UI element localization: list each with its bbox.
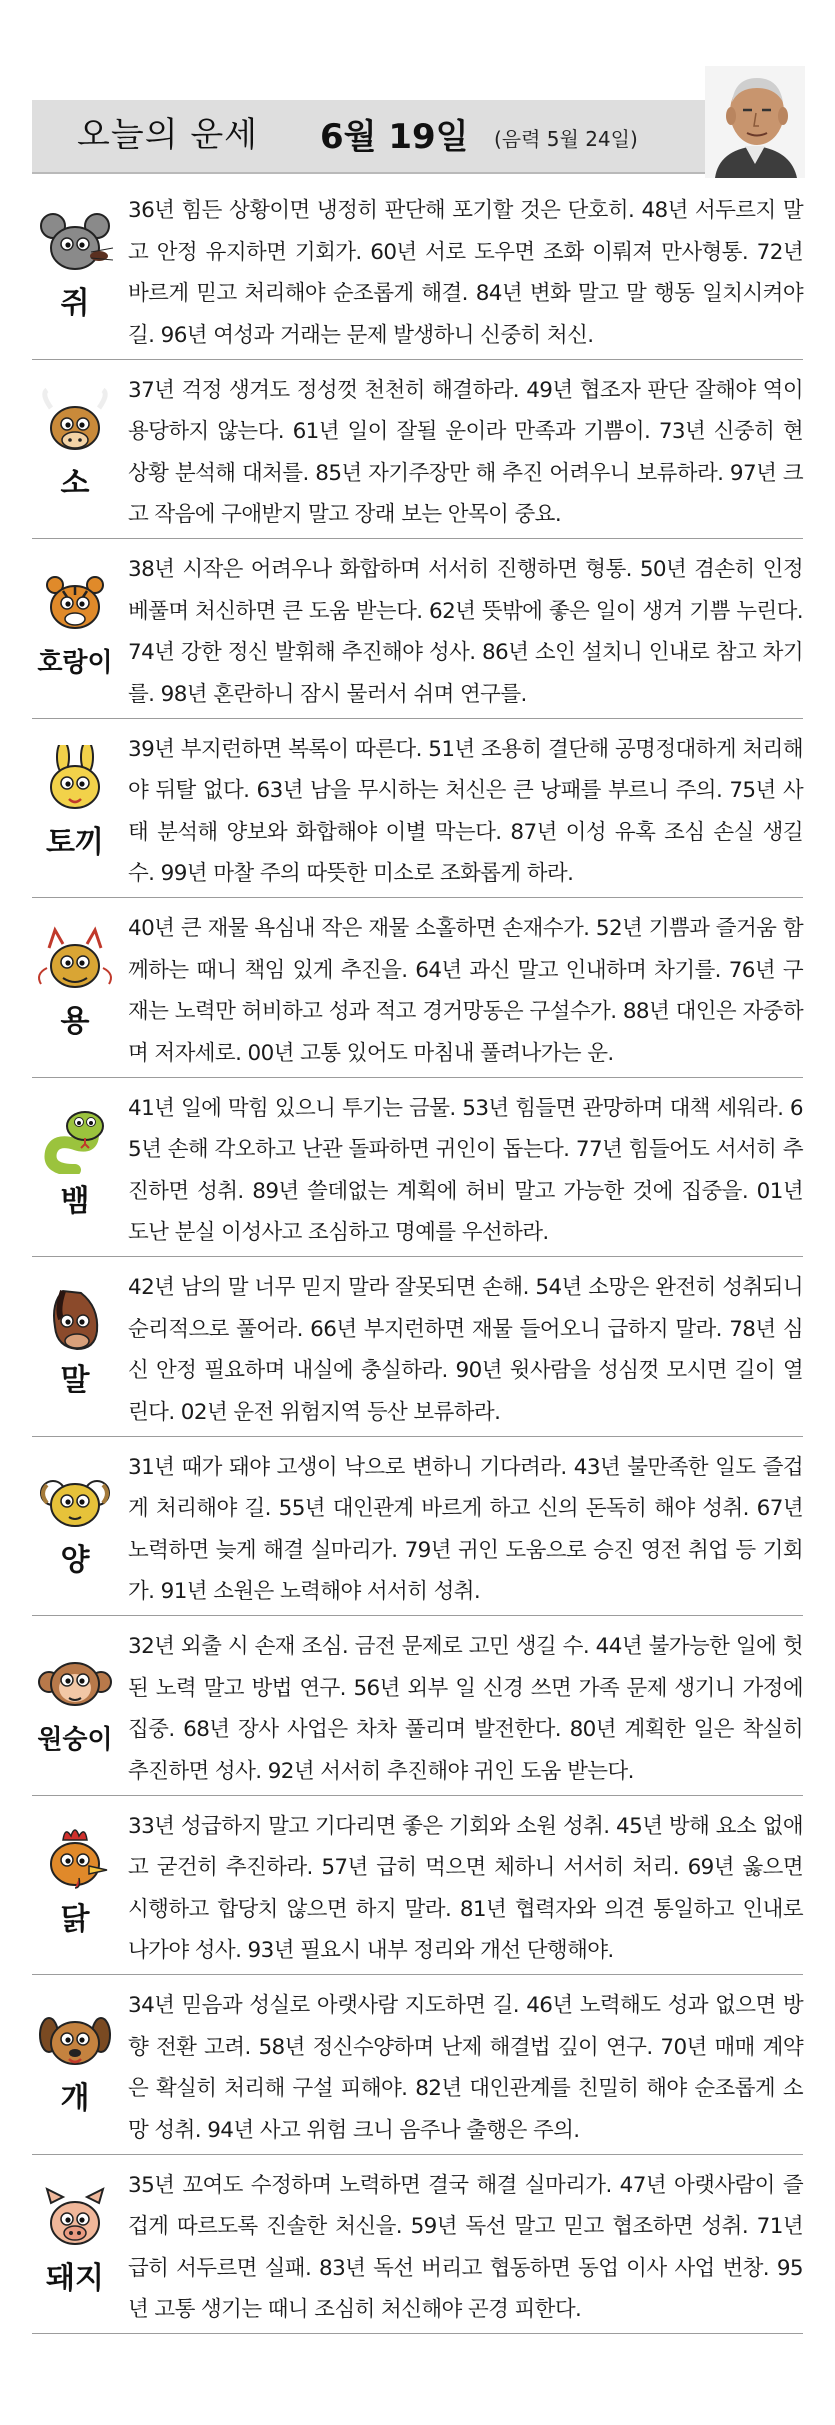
horse-icon <box>32 1283 118 1353</box>
zodiac-animal-name: 닭 <box>60 1901 90 1937</box>
zodiac-fortune-list <box>32 180 803 2334</box>
page-title: 오늘의 운세 <box>77 115 259 155</box>
sheep-icon <box>32 1463 118 1533</box>
fortune-text: 40년 큰 재물 욕심내 작은 재물 소홀하면 손재수가. 52년 기쁨과 즐거움 함께하는 때니 책임 있게 추진을. 64년 과신 말고 인내하며 차기를. 76년 구재는 노력만 허비하고 성과 적고 경거망동은 구설수가. 88년 대인은 자중하며 저자세로. 00년 고통 있어도 마침내 풀려나가는 운. <box>128 916 803 1066</box>
dog-icon <box>32 2001 118 2071</box>
zodiac-animal-name: 양 <box>60 1542 90 1578</box>
zodiac-row <box>32 1437 803 1617</box>
zodiac-row <box>32 360 803 540</box>
lunar-date: (음력 5월 24일) <box>494 127 638 151</box>
zodiac-animal-name: 개 <box>60 2081 90 2116</box>
fortune-text: 38년 시작은 어려우나 화합하며 서서히 진행하면 형통. 50년 겸손히 인정 베풀며 처신하면 큰 도움 받는다. 62년 뜻밖에 좋은 일이 생겨 기쁨 누린다. 74년 강한 정신 발휘해 추진해야 성사. 86년 소인 설치니 인내로 참고 차기를. 98년 혼란하니 잠시 물러서 쉬며 연구를. <box>128 557 803 707</box>
rooster-icon <box>32 1822 118 1892</box>
zodiac-row <box>32 1078 803 1258</box>
zodiac-row <box>32 539 803 719</box>
zodiac-row <box>32 1616 803 1796</box>
zodiac-animal-name: 소 <box>60 465 90 501</box>
fortune-text: 42년 남의 말 너무 믿지 말라 잘못되면 손해. 54년 소망은 완전히 성취되니 순리적으로 풀어라. 66년 부지런하면 재물 들어오니 급하지 말라. 78년 심신 안정 필요하며 내실에 충실하라. 90년 윗사람을 성심껏 모시면 길이 열린다. 02년 운전 위험지역 등산 보류하라. <box>128 1275 803 1425</box>
solar-date: 6월 19일 <box>320 117 469 157</box>
fortune-text: 37년 걱정 생겨도 정성껏 천천히 해결하라. 49년 협조자 판단 잘해야 역이용당하지 않는다. 61년 일이 잘될 운이라 만족과 기쁨이. 73년 신중히 현 상황 분석해 대처를. 85년 자기주장만 해 추진 어려우니 보류하라. 97년 크고 작음에 구애받지 말고 장래 보는 안목이 중요. <box>128 377 803 527</box>
zodiac-animal-name: 말 <box>60 1363 90 1398</box>
zodiac-animal-name: 용 <box>60 1004 90 1039</box>
rabbit-icon <box>32 745 118 815</box>
columnist-portrait <box>705 66 805 178</box>
fortune-text: 36년 힘든 상황이면 냉정히 판단해 포기할 것은 단호히. 48년 서두르지 말고 안정 유지하면 기회가. 60년 서로 도우면 조화 이뤄져 만사형통. 72년 바르게 믿고 처리해야 순조롭게 해결. 84년 변화 말고 말 행동 일치시켜야 길. 96년 여성과 거래는 문제 발생하니 신중히 처신. <box>128 198 803 348</box>
zodiac-animal-name: 뱀 <box>60 1183 90 1219</box>
zodiac-row <box>32 1975 803 2155</box>
zodiac-animal-name: 원숭이 <box>37 1725 113 1755</box>
fortune-text: 33년 성급하지 말고 기다리면 좋은 기회와 소원 성취. 45년 방해 요소 없애고 굳건히 추진하라. 57년 급히 먹으면 체하니 서서히 처리. 69년 옳으면 시행하고 합당치 않으면 하지 말라. 81년 협력자와 의견 통일하고 인내로 나가야 성사. 93년 필요시 내부 정리와 개선 단행해야. <box>128 1813 803 1963</box>
snake-icon <box>32 1104 118 1174</box>
fortune-header <box>32 100 803 174</box>
pig-icon <box>32 2181 118 2251</box>
dragon-icon <box>32 924 118 994</box>
zodiac-animal-name: 토끼 <box>46 824 104 860</box>
fortune-text: 34년 믿음과 성실로 아랫사람 지도하면 길. 46년 노력해도 성과 없으면 방향 전환 고려. 58년 정신수양하며 난제 해결법 깊이 연구. 70년 매매 계약은 확실히 처리해 구설 피해야. 82년 대인관계를 친밀히 해야 순조롭게 소망 성취. 94년 사고 위험 크니 음주나 출행은 주의. <box>128 1993 803 2143</box>
fortune-text: 31년 때가 돼야 고생이 낙으로 변하니 기다려라. 43년 불만족한 일도 즐겁게 처리해야 길. 55년 대인관계 바르게 하고 신의 돈독히 해야 성취. 67년 노력하면 늦게 해결 실마리가. 79년 귀인 도움으로 승진 영전 취업 등 기회가. 91년 소원은 노력해야 서서히 성취. <box>128 1454 803 1604</box>
fortune-text: 39년 부지런하면 복록이 따른다. 51년 조용히 결단해 공명정대하게 처리해야 뒤탈 없다. 63년 남을 무시하는 처신은 큰 낭패를 부르니 주의. 75년 사태 분석해 양보와 화합해야 이별 막는다. 87년 이성 유혹 조심 손실 생길 수. 99년 마찰 주의 따뜻한 미소로 조화롭게 하라. <box>128 736 803 886</box>
zodiac-row <box>32 898 803 1078</box>
zodiac-row <box>32 719 803 899</box>
rat-icon <box>32 206 118 276</box>
ox-icon <box>32 386 118 456</box>
fortune-text: 35년 꼬여도 수정하며 노력하면 결국 해결 실마리가. 47년 아랫사람이 즐겁게 따르도록 진솔한 처신을. 59년 독선 말고 믿고 협조하면 성취. 71년 급히 서두르면 실패. 83년 독선 버리고 협동하면 동업 이사 사업 번창. 95년 고통 생기는 때니 조심히 처신해야 곤경 피한다. <box>128 2172 803 2322</box>
fortune-text: 41년 일에 막힘 있으니 투기는 금물. 53년 힘들면 관망하며 대책 세워라. 65년 손해 각오하고 난관 돌파하면 귀인이 돕는다. 77년 힘들어도 서서히 추진하면 성취. 89년 쓸데없는 계획에 허비 말고 가능한 것에 집중을. 01년 도난 분실 이성사고 조심하고 명예를 우선하라. <box>128 1095 803 1245</box>
zodiac-animal-name: 쥐 <box>60 286 90 321</box>
zodiac-animal-name: 돼지 <box>46 2260 104 2296</box>
tiger-icon <box>32 565 118 635</box>
zodiac-row <box>32 2155 803 2335</box>
monkey-icon <box>32 1642 118 1712</box>
zodiac-row <box>32 1796 803 1976</box>
zodiac-animal-name: 호랑이 <box>37 648 113 678</box>
zodiac-row <box>32 1257 803 1437</box>
zodiac-row <box>32 180 803 360</box>
fortune-text: 32년 외출 시 손재 조심. 금전 문제로 고민 생길 수. 44년 불가능한 일에 헛된 노력 말고 방법 연구. 56년 외부 일 신경 쓰면 가족 문제 생기니 가정에 집중. 68년 장사 사업은 차차 풀리며 발전한다. 80년 계획한 일은 착실히 추진하면 성사. 92년 서서히 추진해야 귀인 도움 받는다. <box>128 1634 803 1784</box>
